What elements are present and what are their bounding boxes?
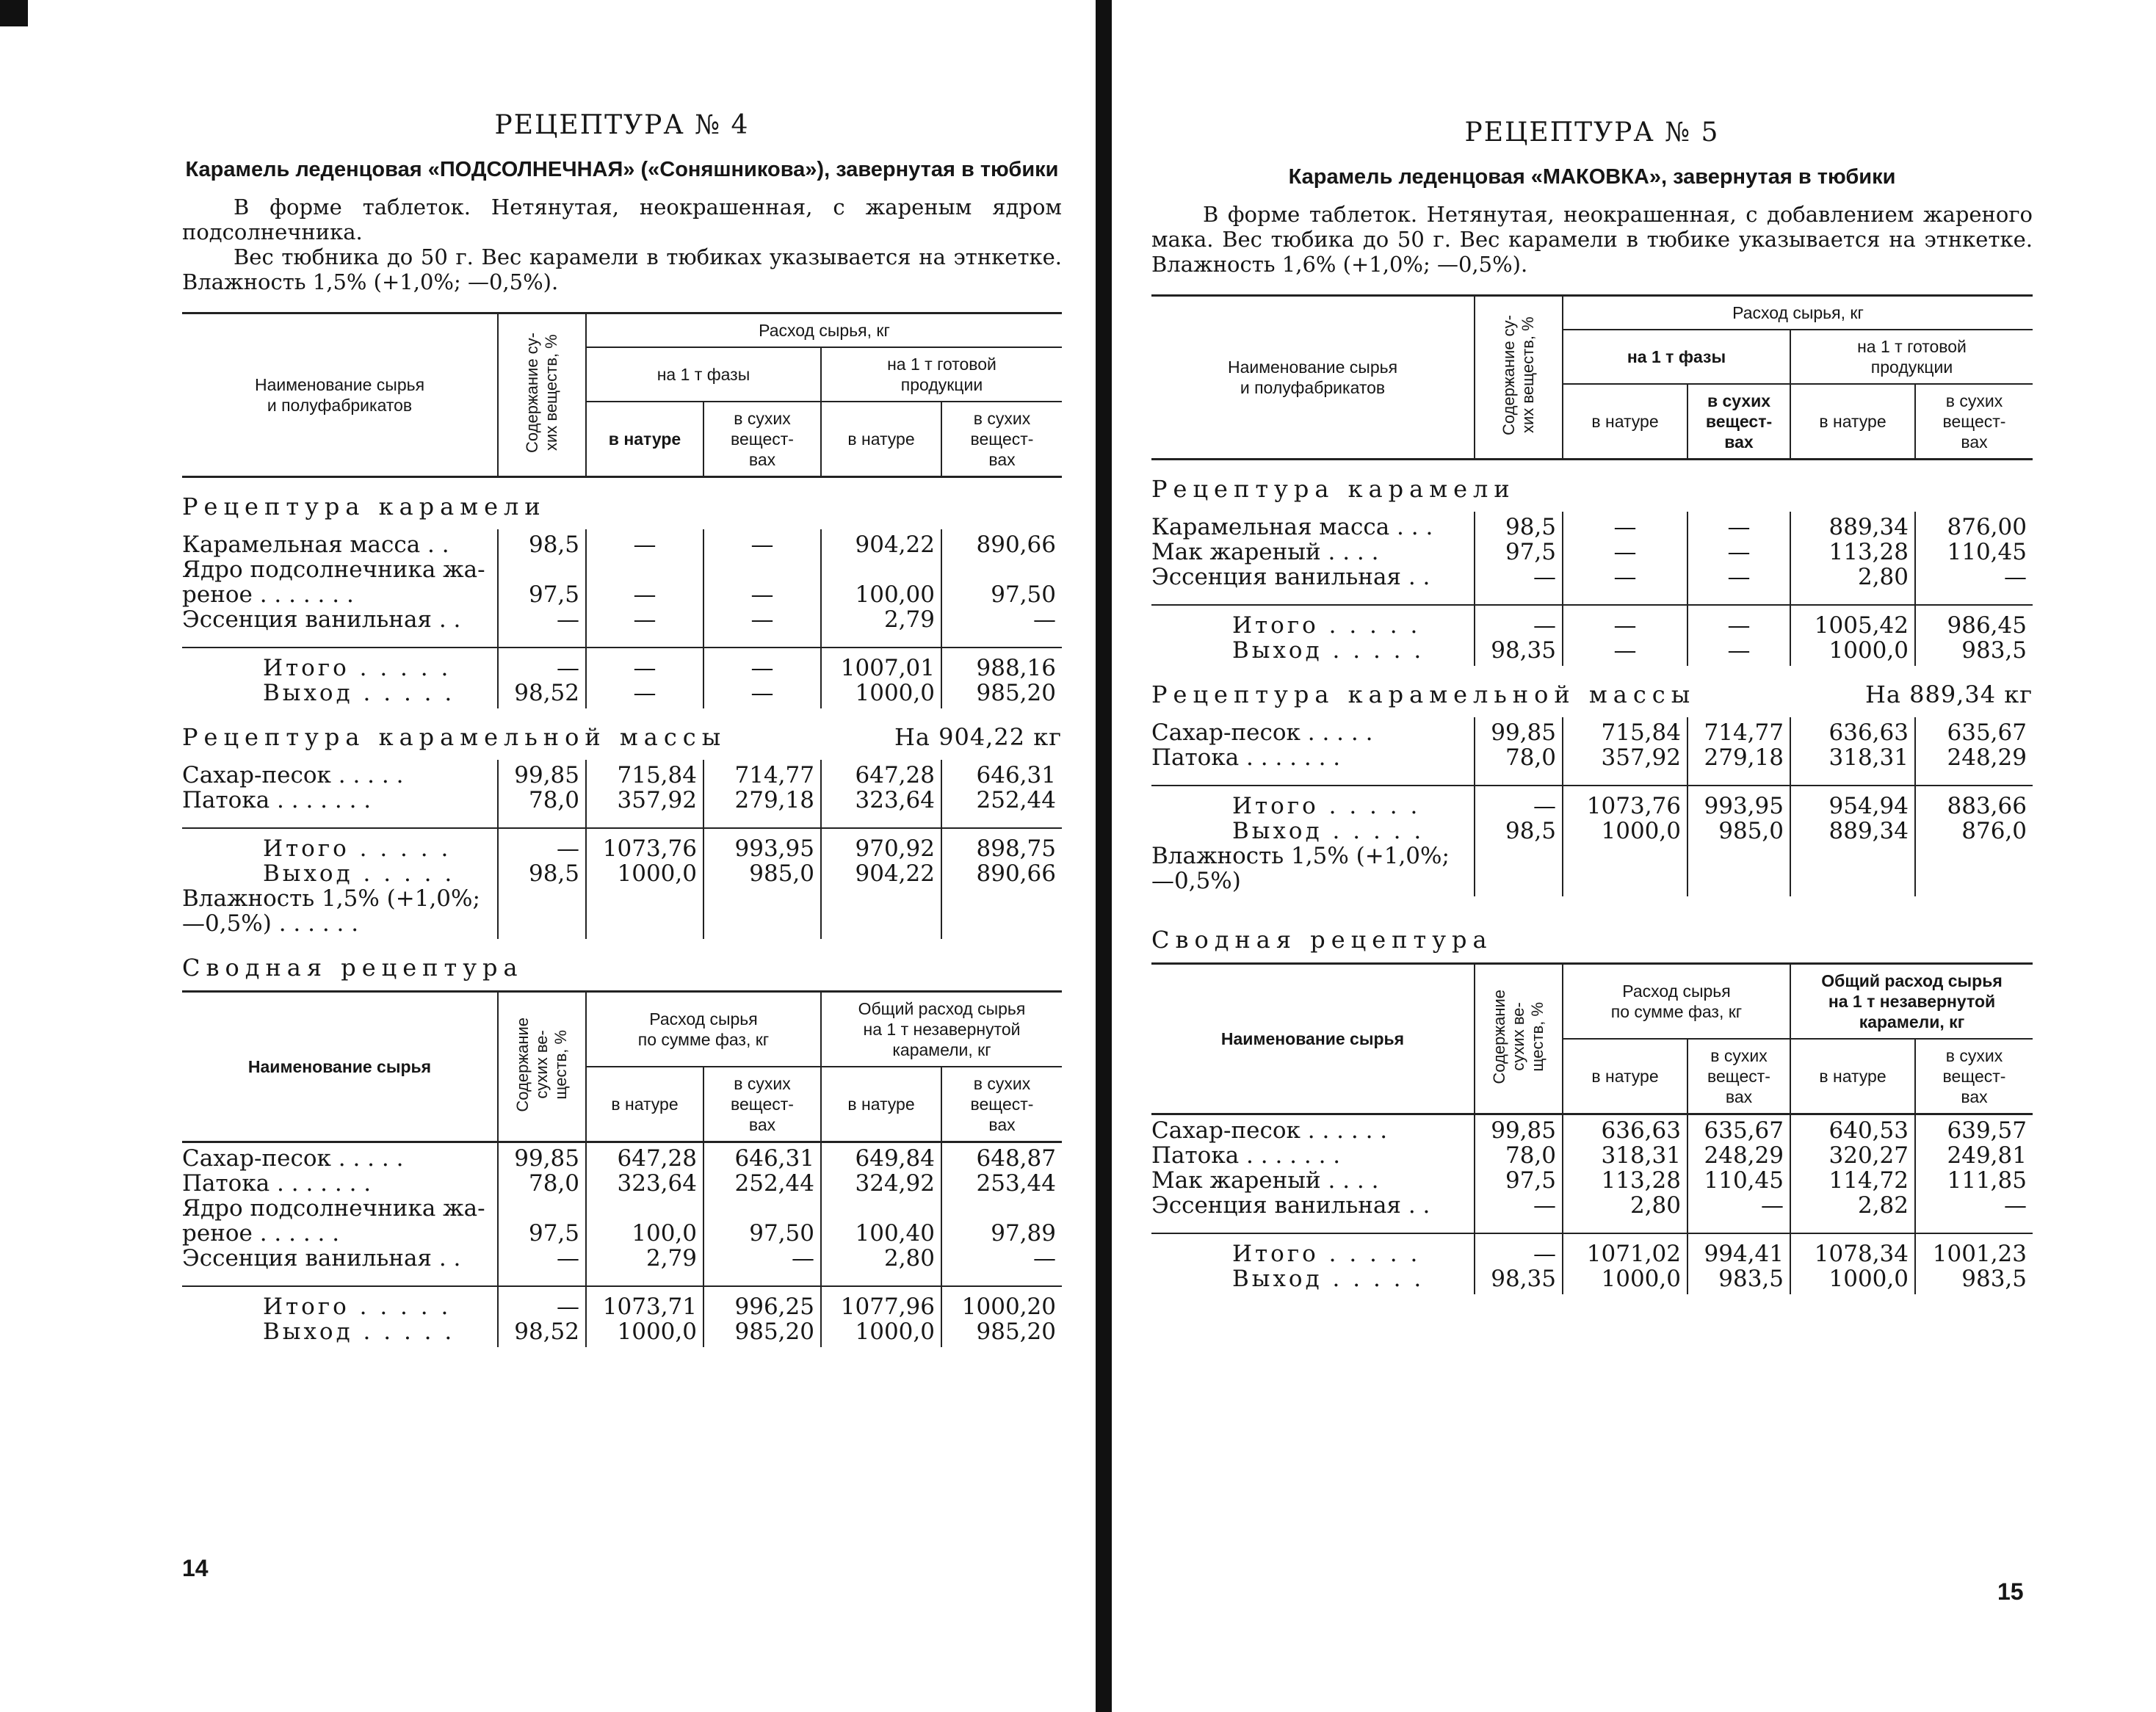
header-dry-matter: в сухих вещест- вах <box>703 402 821 477</box>
caramel-recipe-table <box>182 529 1062 708</box>
header-natural: в натуре <box>1790 384 1915 460</box>
total-row: Итого . . . . . Выход . . . . . — 98,35 — — — — 1005,42 1000,0 986,45 983,5 <box>1151 605 2033 666</box>
recipe-title: РЕЦЕПТУРА № 5 <box>1464 117 1720 148</box>
section-label: Рецептура карамельной массы На 889,34 кг <box>1151 681 2033 708</box>
header-per-product: на 1 т готовой продукции <box>1790 330 2033 384</box>
header-dry-matter: в сухих вещест- вах <box>1915 384 2033 460</box>
page-number: 14 <box>182 1555 209 1581</box>
basis-amount: На 904,22 кг <box>894 723 1062 751</box>
table-row: Карамельная масса . . . Мак жареный . . . . Эссенция ванильная . . 98,5 97,5 — — — — — — — 889,34 113,28 2,80 876,00 110,45 — <box>1151 512 2033 605</box>
table-row: Сахар-песок . . . . . Патока . . . . . . . Ядро подсолнечника жа- реное . . . . . . Эссенция ванильная . . 99,85 78,0 97,5 — 647,28 323,64 100,0 2,79 646,31 252,44 97,50 — 649,84 324,92 100,40 2,80 648,87 253,44 97,89 — <box>182 1143 1062 1286</box>
recipe-description-2: Вес тюбника до 50 г. Вес карамели в тюбиках указывается на этнкетке. Влажность 1,5% (+1,0%; —0,5%). <box>182 244 1062 294</box>
recipe-5 <box>1151 117 2033 1294</box>
table-row: Сахар-песок . . . . . Патока . . . . . . . 99,85 78,0 715,84 357,92 714,77 279,18 647,28 323,64 646,31 252,44 <box>182 760 1062 828</box>
header-consumption: Расход сырья, кг <box>1563 296 2033 330</box>
summary-header: Наименование сырья Содержание сухих ве- ществ, % Расход сырья по сумме фаз, кг Общий расход сырья на 1 т незавернутой карамели, кг в натуре в сухих вещест- вах в натуре в сухих вещест- вах <box>1151 962 2033 1115</box>
table-header <box>1151 294 2033 460</box>
section-label: Рецептура карамельной массы На 904,22 кг <box>182 723 1062 751</box>
caramel-mass-table <box>182 760 1062 939</box>
header-name: Наименование сырья и полуфабрикатов <box>1151 296 1475 460</box>
header-per-phase: на 1 т фазы <box>586 347 821 402</box>
total-row: Итого . . . . . Выход . . . . . — 98,52 1073,71 1000,0 996,25 985,20 1077,96 1000,0 1000,20 985,20 <box>182 1286 1062 1347</box>
recipe-4 <box>182 110 1062 1347</box>
section-label: Сводная рецептура <box>1151 926 1493 954</box>
summary-table <box>182 1143 1062 1347</box>
moisture-note: Влажность 1,5% (+1,0%; —0,5%) <box>1151 843 1450 894</box>
section-label: Рецептура карамели <box>182 493 546 521</box>
header-name: Наименование сырья и полуфабрикатов <box>182 313 498 477</box>
caramel-mass-table <box>1151 717 2033 896</box>
total-row: Итого . . . . . Выход . . . . . Влажность 1,5% (+1,0%; —0,5%) — 98,5 1073,76 1000,0 993,95 985,0 954,94 889,34 883,66 876,0 <box>1151 786 2033 896</box>
summary-header-sum: Расход сырья по сумме фаз, кг <box>1563 964 1790 1040</box>
moisture-note: Влажность 1,5% (+1,0%; —0,5%) . . . . . . <box>182 885 480 937</box>
table-row: Сахар-песок . . . . . Патока . . . . . . . 99,85 78,0 715,84 357,92 714,77 279,18 636,63 318,31 635,67 248,29 <box>1151 717 2033 786</box>
right-page <box>1116 0 2156 1712</box>
table-row: Карамельная масса . . Ядро подсолнечника жа- реное . . . . . . . Эссенция ванильная . . 98,5 97,5 — — — — — — — 904,22 100,00 2,79 890,66 97,50 — <box>182 529 1062 648</box>
summary-header-total: Общий расход сырья на 1 т незавернутой карамели, кг <box>1790 964 2033 1040</box>
recipe-description: В форме таблеток. Нетянутая, неокрашенная, с добавлением жареного мака. Вес тюбика до 50 г. Вес карамели в тюбике указывается на этнкетке. Влажность 1,6% (+1,0%; —0,5%). <box>1151 202 2033 277</box>
summary-table <box>1151 1115 2033 1294</box>
summary-header-name: Наименование сырья <box>1151 964 1475 1114</box>
recipe-subtitle: Карамель леденцовая «ПОДСОЛНЕЧНАЯ» («Соняшникова»), завернутая в тюбики <box>185 158 1059 181</box>
caramel-recipe-table <box>1151 512 2033 666</box>
section-label: Рецептура карамели <box>1151 475 1516 503</box>
header-natural: в натуре <box>821 402 941 477</box>
summary-header-name: Наименование сырья <box>182 992 498 1142</box>
summary-header-total: Общий расход сырья на 1 т незавернутой карамели, кг <box>821 992 1062 1067</box>
summary-header-dry: Содержание сухих ве- ществ, % <box>498 992 586 1142</box>
header-natural: в натуре <box>1563 384 1687 460</box>
table-row: Сахар-песок . . . . . . Патока . . . . . . . Мак жареный . . . . Эссенция ванильная . . 99,85 78,0 97,5 — 636,63 318,31 113,28 2,80 635,67 248,29 110,45 — 640,53 320,27 114,72 2,82 639,57 249,81 111,85 — <box>1151 1115 2033 1233</box>
header-dry: Содержание су- хих веществ, % <box>498 313 586 477</box>
recipe-description: В форме таблеток. Нетянутая, неокрашенная, с жареным ядром подсолнечника. <box>182 195 1062 244</box>
header-natural: в натуре <box>586 402 703 477</box>
recipe-title: РЕЦЕПТУРА № 4 <box>494 110 750 140</box>
section-label: Сводная рецептура <box>182 954 524 982</box>
header-per-product: на 1 т готовой продукции <box>821 347 1062 402</box>
header-consumption: Расход сырья, кг <box>586 313 1062 348</box>
summary-header: Наименование сырья Содержание сухих ве- ществ, % Расход сырья по сумме фаз, кг Общий расход сырья на 1 т незавернутой карамели, кг в натуре в сухих вещест- вах в натуре в сухих вещест- вах <box>182 990 1062 1143</box>
header-per-phase: на 1 т фазы <box>1563 330 1790 384</box>
summary-header-dry: Содержание сухих ве- ществ, % <box>1475 964 1563 1114</box>
header-dry: Содержание су- хих веществ, % <box>1475 296 1563 460</box>
table-header <box>182 312 1062 478</box>
total-row: Итого . . . . . Выход . . . . . — 98,52 — — — — 1007,01 1000,0 988,16 985,20 <box>182 648 1062 708</box>
summary-header-sum: Расход сырья по сумме фаз, кг <box>586 992 821 1067</box>
total-row: Итого . . . . . Выход . . . . . Влажность 1,5% (+1,0%; —0,5%) . . . . . . — 98,5 1073,76 1000,0 993,95 985,0 970,92 904,22 898,75 890,66 <box>182 828 1062 939</box>
total-row: Итого . . . . . Выход . . . . . — 98,35 1071,02 1000,0 994,41 983,5 1078,34 1000,0 1001,23 983,5 <box>1151 1233 2033 1294</box>
page-number: 15 <box>1997 1578 2024 1605</box>
recipe-subtitle: Карамель леденцовая «МАКОВКА», завернутая в тюбики <box>1288 165 1896 189</box>
header-dry-matter: в сухих вещест- вах <box>941 402 1062 477</box>
header-dry-matter: в сухих вещест- вах <box>1687 384 1790 460</box>
basis-amount: На 889,34 кг <box>1864 681 2033 708</box>
